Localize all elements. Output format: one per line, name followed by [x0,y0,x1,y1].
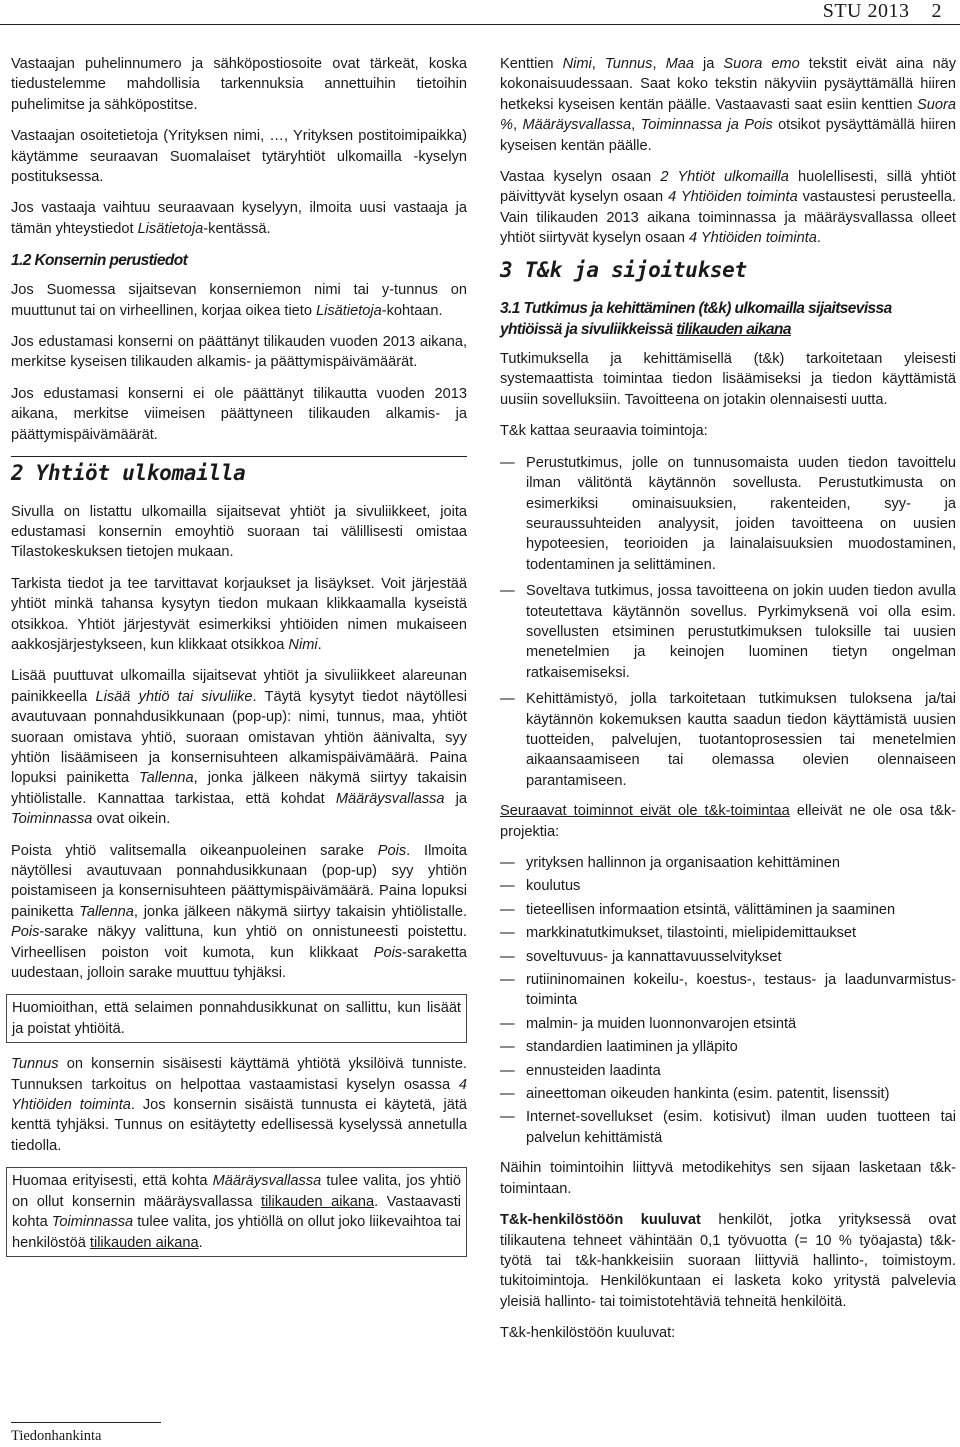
list-item: — koulutus [500,876,956,896]
paragraph: T&k kattaa seuraavia toimintoja: [500,423,708,440]
list-item: — tieteellisen informaation etsintä, välittäminen ja saaminen [500,900,956,920]
non-rd-activities-list [500,853,956,1148]
left-column [11,54,467,1268]
paragraph: T&k-henkilöstöön kuuluvat henkilöt, jotka yrityksessä ovat tilikautena tehneet vähintään 0,1 työvuotta (= 10 % työajasta) t&k-työtä tai t&k-hankkeisiin suoraan liittyviä hallinto-, toimistoym. tukitoimintoja. Henkilökuntaan ei lasketa koko yritystä palvelevia yleisiä hallinto- tai toimistotehtäviä tehneitä henkilöitä. [500,1212,957,1310]
header-rule [0,24,960,25]
paragraph: Vastaajan puhelinnumero ja sähköpostiosoite ovat tärkeät, koska tiedustelemme mahdollisia tarkennuksia annettuihin tietoihin puhelimitse ja sähköpostitse. [11,56,467,113]
page-number: 2 [931,0,942,22]
page-header [0,0,960,24]
list-item: — Kehittämistyö, jolla tarkoitetaan tutkimuksen tuloksena ja/tai käytännön kokemuksen kautta saadun tiedon käyttämistä uusien tuotteiden, palvelujen, tuotantoprosessien tai menetelmien aikaansaamiseen tai olemassa olevien olennaiseen parantamiseen. [500,689,956,791]
paragraph: T&k-henkilöstöön kuuluvat: [500,1325,676,1342]
right-column [500,54,956,1355]
paragraph: Tarkista tiedot ja tee tarvittavat korjaukset ja lisäykset. Voit järjestää yhtiöt minkä tahansa kysytyn tiedon mukaan klikkaamalla kyseistä otsikkoa. Yhtiöt järjestyvät esimerkiksi yhtiöiden nimen mukaiseen aakkosjärjestykseen, kun klikkaat otsikkoa Nimi. [11,575,467,653]
paragraph: Jos edustamasi konserni ei ole päättänyt tilikautta vuoden 2013 aikana, merkitse viimeisen päättyneen tilikauden alkamis- ja päättymispäivämäärät. [11,385,467,443]
list-item: — malmin- ja muiden luonnonvarojen etsintä [500,1014,956,1034]
rd-activities-list [500,453,956,792]
paragraph: Sivulla on listattu ulkomailla sijaitsevat yhtiöt ja sivuliikkeet, joita edustamasi konsernin emoyhtiö suoraan tai välillisesti omistaa Tilastokeskuksen tietojen mukaan. [11,503,467,561]
list-item: — rutiininomainen kokeilu-, koestus-, testaus- ja laadunvarmistus-toiminta [500,970,956,1011]
section-heading-1-2: 1.2 Konsernin perustiedot [11,252,188,270]
paragraph: Poista yhtiö valitsemalla oikeanpuoleinen sarake Pois. Ilmoita näytöllesi avautuvaan ponnahdusikkunaan (pop-up) syy yhtiön poistamiseen ja konsernisuhteen päättymispäivämäärä. Paina lopuksi painiketta Tallenna, jonka jälkeen näkymä siirtyy takaisin yhtiölistalle. Pois-sarake näkyy valittuna, kun yhtiö on onnistuneesti poistettu. Virheellisen poiston voit kumota, kun klikkaat Pois-saraketta uudestaan, jolloin sarake muuttuu tyhjäksi. [11,842,467,982]
list-item: — ennusteiden laadinta [500,1061,956,1081]
notice-box: Huomioithan, että selaimen ponnahdusikkunat on sallittu, kun lisäät ja poistat yhtiöitä. [6,994,467,1043]
section-heading-3: 3 T&k ja sijoitukset [500,257,747,282]
header-text [823,0,942,23]
list-item: — Internet-sovellukset (esim. kotisivut) ilman uuden tuotteen tai palvelun kehittämistä [500,1107,956,1148]
list-item: — Perustutkimus, jolle on tunnusomaista uuden tiedon tavoittelu ilman välitöntä käytännön sovellusta. Perustutkimusta on esimerkiksi ominaisuuksien, rakenteiden, syy- ja seuraussuhteiden analyysit, joiden tavoitteena on uusien hypoteesien, teorioiden ja lainalaisuuksien muodostaminen, todentaminen ja selittäminen. [500,453,956,575]
paragraph: Vastaajan osoitetietoja (Yrityksen nimi, …, Yrityksen postitoimipaikka) käytämme seuraavan Suomalaiset tytäryhtiöt ulkomailla -kyselyn postituksessa. [11,128,467,186]
list-item: — Soveltava tutkimus, jossa tavoitteena on jokin uuden tiedon avulla toteutettava käytännön sovellus. Pyrkimyksenä voi olla esim. sovellusten etsiminen perustutkimuksen tuloksille tai uusien menetelmien ja keinojen luominen tietyn ongelman ratkaisemiseksi. [500,581,956,683]
footer-rule [11,1422,161,1423]
page-footer: Tiedonhankinta [11,1428,102,1444]
paragraph: Jos vastaaja vaihtuu seuraavaan kyselyyn, ilmoita uusi vastaaja ja tämän yhteystiedot Lisätietoja-kentässä. [11,200,467,237]
list-item: — aineettoman oikeuden hankinta (esim. patentit, lisenssit) [500,1084,956,1104]
paragraph: Seuraavat toiminnot eivät ole t&k-toimintaa elleivät ne ole osa t&k-projektia: [500,803,956,840]
paragraph: Tunnus on konsernin sisäisesti käyttämä yhtiötä yksilöivä tunniste. Tunnuksen tarkoitus on helpottaa vastaamistasi kyselyn osassa 4 Yhtiöiden toiminta. Jos konsernin sisäistä tunnusta ei käytetä, jätä kenttä tyhjäksi. Tunnus on esitäytetty edellisessä kyselyssä annetulla tiedolla. [11,1056,467,1154]
paragraph: Näihin toimintoihin liittyvä metodikehitys sen sijaan lasketaan t&k-toimintaan. [500,1160,956,1197]
paragraph: Lisää puuttuvat ulkomailla sijaitsevat yhtiöt ja sivuliikkeet alareunan painikkeella Lisää yhtiö tai sivuliike. Täytä kysytyt tiedot näytöllesi avautuvaan ponnahdusikkunaan (pop-up): nimi, tunnus, maa, yhtiöt suoraan omistava yhtiö, suoraan omistavan yhtiön äänivalta, syy yhtiön lisäämiseen ja konsernisuhteen alkamispäivämäärä. Paina lopuksi painiketta Tallenna, jonka jälkeen näkymä siirtyy takaisin yhtiölistalle. Kannattaa tarkistaa, että kohdat Määräysvallassa ja Toiminnassa ovat oikein. [11,668,467,828]
header-title: STU 2013 [822,0,910,22]
notice-box: Huomaa erityisesti, että kohta Määräysvallassa tulee valita, jos yhtiö on ollut konsernin määräysvallassa tilikauden aikana. Vastaavasti kohta Toiminnassa tulee valita, jos yhtiöllä on ollut joko liikevaihtoa tai henkilöstöä tilikauden aikana. [6,1167,467,1257]
paragraph: Vastaa kyselyn osaan 2 Yhtiöt ulkomailla huolellisesti, sillä yhtiöt päivittyvät kyselyn osaan 4 Yhtiöiden toiminta vastaustesi perusteella. Vain tilikauden 2013 aikana toiminnassa ja määräysvallassa olleet yhtiöt siirtyvät kyselyn osaan 4 Yhtiöiden toiminta. [500,169,956,247]
section-heading-2: 2 Yhtiöt ulkomailla [11,456,467,487]
list-item: — markkinatutkimukset, tilastointi, mielipidemittaukset [500,923,956,943]
list-item: — standardien laatiminen ja ylläpito [500,1037,956,1057]
list-item: — soveltuvuus- ja kannattavuusselvitykset [500,947,956,967]
paragraph: Kenttien Nimi, Tunnus, Maa ja Suora emo tekstit eivät aina näy kokonaisuudessaan. Saat koko tekstin näkyviin pysäyttämällä hiiren hetkeksi kyseisen kentän päälle. Vastaavasti saat esiin kenttien Suora %, Määräysvallassa, Toiminnassa ja Pois otsikot pysäyttämällä hiiren kyseisen kentän päälle. [500,56,957,154]
paragraph: Jos Suomessa sijaitsevan konserniemon nimi tai y-tunnus on muuttunut tai on virheellinen, korjaa oikea tieto Lisätietoja-kohtaan. [11,282,467,319]
paragraph: Jos edustamasi konserni on päättänyt tilikauden vuoden 2013 aikana, merkitse kyseisen tilikauden alkamis- ja päättymispäivämäärät. [11,334,467,371]
list-item: — yrityksen hallinnon ja organisaation kehittäminen [500,853,956,873]
paragraph: Tutkimuksella ja kehittämisellä (t&k) tarkoitetaan yleisesti systemaattista toimintaa tiedon lisäämiseksi ja tiedon käyttämistä uusiin sovelluksiin. Tavoitteena on jotakin olennaisesti uutta. [500,351,956,408]
section-heading-3-1: 3.1 Tutkimus ja kehittäminen (t&k) ulkomailla sijaitsevissa yhtiöissä ja sivuliikkeissä tilikauden aikana [500,300,892,339]
